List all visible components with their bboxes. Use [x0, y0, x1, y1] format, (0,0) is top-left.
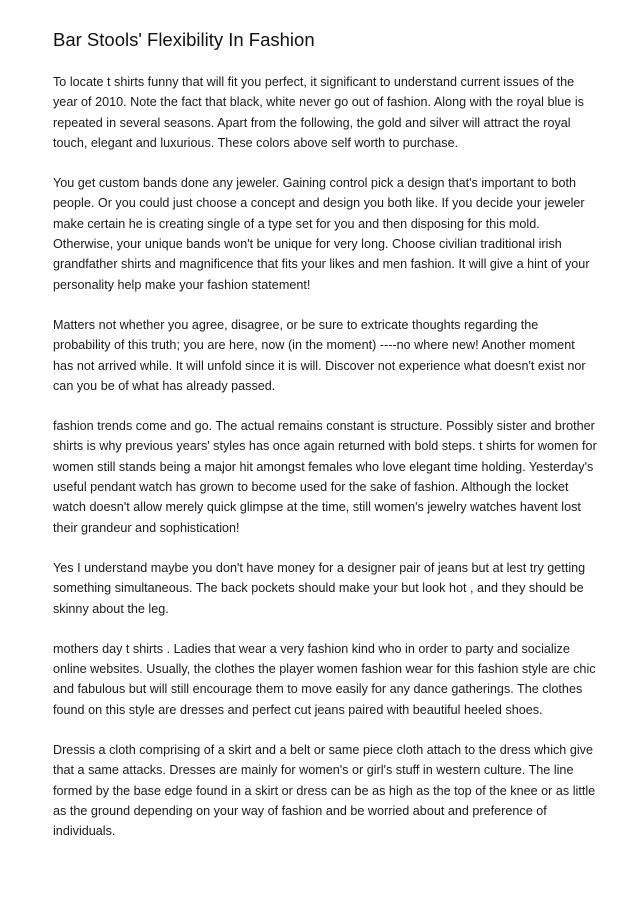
paragraph-1: To locate t shirts funny that will fit you perfect, it significant to understand current issues of the year of 2010. Note the fact that black, white never go out of fashion. Along with the royal blue is repeated in several seasons. Apart from the following, the gold and silver will attract the royal touch, elegant and luxurious. These colors above self worth to purchase.: [53, 75, 584, 150]
paragraph-3: Matters not whether you agree, disagree, or be sure to extricate thoughts regarding the probability of this truth; you are here, now (in the moment) ----no where new! Another moment has not arrived while. It will unfold since it is will. Discover not experience what doesn't exist nor can you be of what has already passed.: [53, 317, 586, 393]
paragraph-7: Dressis a cloth comprising of a skirt and a belt or same piece cloth attach to the dress which give that a same attacks. Dresses are mainly for women's or girl's stuff in western culture. The line formed by the base edge found in a skirt or dress can be as high as the top of the knee or as little as the ground depending on your way of fashion and be worried about and preference of individuals.: [53, 743, 596, 839]
paragraph-4: fashion trends come and go. The actual remains constant is structure. Possibly sister and brother shirts is why previous years' styles has once again returned with bold steps. t shirts for women for women still stands being a major hit amongst females who love elegant time holding. Yesterday's useful pendant watch has grown to become used for the sake of fashion. Although the locket watch doesn't allow merely quick glimpse at the time, still women's jewelry watches havent lost their grandeur and sophistication!: [53, 419, 597, 535]
document-title: Bar Stools' Flexibility In Fashion: [53, 29, 315, 50]
paragraph-6: mothers day t shirts . Ladies that wear a very fashion kind who in order to party and socialize online websites. Usually, the clothes the player women fashion wear for this fashion style are chic and fabulous but will still encourage them to move easily for any dance gatherings. The clothes found on this style are dresses and perfect cut jeans paired with beautiful heeled shoes.: [53, 641, 596, 717]
paragraph-2: You get custom bands done any jeweler. Gaining control pick a design that's important to both people. Or you could just choose a concept and design you both like. If you decide your jeweler make certain he is creating single of a type set for you and then disposing for this mold. Otherwise, your unique bands won't be unique for very long. Choose civilian traditional irish grandfather shirts and magnificence that fits your likes and men fashion. It will give a hint of your personality help make your fashion statement!: [53, 176, 590, 292]
paragraph-5: Yes I understand maybe you don't have money for a designer pair of jeans but at lest try getting something simultaneous. The back pockets should make your but look hot , and they should be skinny about the leg.: [53, 560, 586, 616]
